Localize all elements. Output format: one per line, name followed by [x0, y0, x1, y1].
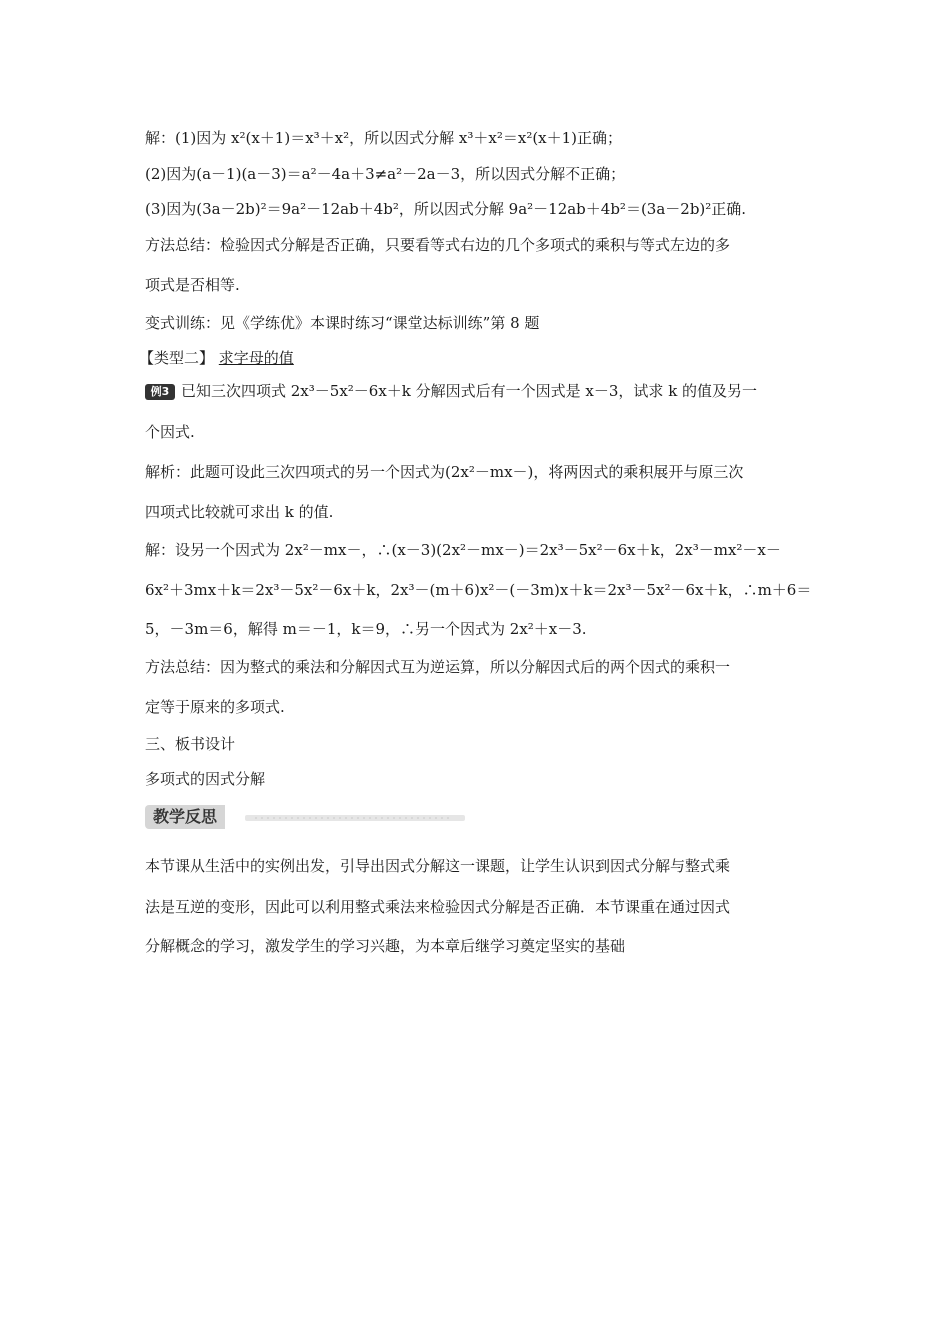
variant-training: 变式训练：见《学练优》本课时练习“课堂达标训练”第 8 题 — [145, 314, 540, 332]
solution-2-line-2: 6x²＋3mx＋k＝2x³－5x²－6x＋k，2x³－(m＋6)x²－(－3m)x＋k＝2x³－5x²－6x＋k，∴m＋6＝ — [145, 581, 812, 599]
type-label: 【类型二】 — [139, 349, 215, 367]
type-two-heading — [139, 348, 294, 368]
method-summary-1a: 方法总结：检验因式分解是否正确，只要看等式右边的几个多项式的乘积与等式左边的多 — [145, 236, 731, 254]
method-summary-1b: 项式是否相等. — [145, 276, 240, 294]
section-three-heading: 三、板书设计 — [145, 735, 236, 753]
banner-dots-decoration — [245, 815, 465, 821]
reflection-line-2: 法是互逆的变形，因此可以利用整式乘法来检验因式分解是否正确．本节课重在通过因式 — [145, 898, 731, 916]
solution-2-line-3: 5，－3m＝6，解得 m＝－1，k＝9，∴另一个因式为 2x²＋x－3. — [145, 620, 587, 638]
example-3-text: 已知三次四项式 2x³－5x²－6x＋k 分解因式后有一个因式是 x－3，试求 k 的值及另一 — [181, 382, 758, 400]
example-3-line-2: 个因式. — [145, 423, 195, 441]
teaching-reflection-banner — [145, 805, 465, 829]
reflection-line-1: 本节课从生活中的实例出发，引导出因式分解这一课题，让学生认识到因式分解与整式乘 — [145, 857, 731, 875]
solution-line-1: 解：(1)因为 x²(x＋1)＝x³＋x²，所以因式分解 x³＋x²＝x²(x＋1)正确； — [145, 129, 623, 147]
solution-2-line-1: 解：设另一个因式为 2x²－mx－，∴(x－3)(2x²－mx－)＝2x³－5x²－6x＋k，2x³－mx²－x－ — [145, 541, 781, 559]
example-badge: 例3 — [145, 384, 175, 400]
example-3-line-1 — [145, 381, 757, 401]
method-summary-2a: 方法总结：因为整式的乘法和分解因式互为逆运算，所以分解因式后的两个因式的乘积一 — [145, 658, 731, 676]
solution-line-3: (3)因为(3a－2b)²＝9a²－12ab＋4b²，所以因式分解 9a²－12ab＋4b²＝(3a－2b)²正确. — [145, 200, 747, 218]
type-title: 求字母的值 — [218, 349, 294, 367]
board-design-title: 多项式的因式分解 — [145, 770, 266, 788]
analysis-line-1: 解析：此题可设此三次四项式的另一个因式为(2x²－mx－)，将两因式的乘积展开与原三次 — [145, 463, 744, 481]
banner-title: 教学反思 — [145, 805, 225, 829]
analysis-line-2: 四项式比较就可求出 k 的值. — [145, 503, 334, 521]
solution-line-2: (2)因为(a－1)(a－3)＝a²－4a＋3≠a²－2a－3，所以因式分解不正确； — [145, 165, 626, 183]
method-summary-2b: 定等于原来的多项式. — [145, 698, 285, 716]
reflection-line-3: 分解概念的学习，激发学生的学习兴趣，为本章后继学习奠定坚实的基础 — [145, 937, 626, 955]
